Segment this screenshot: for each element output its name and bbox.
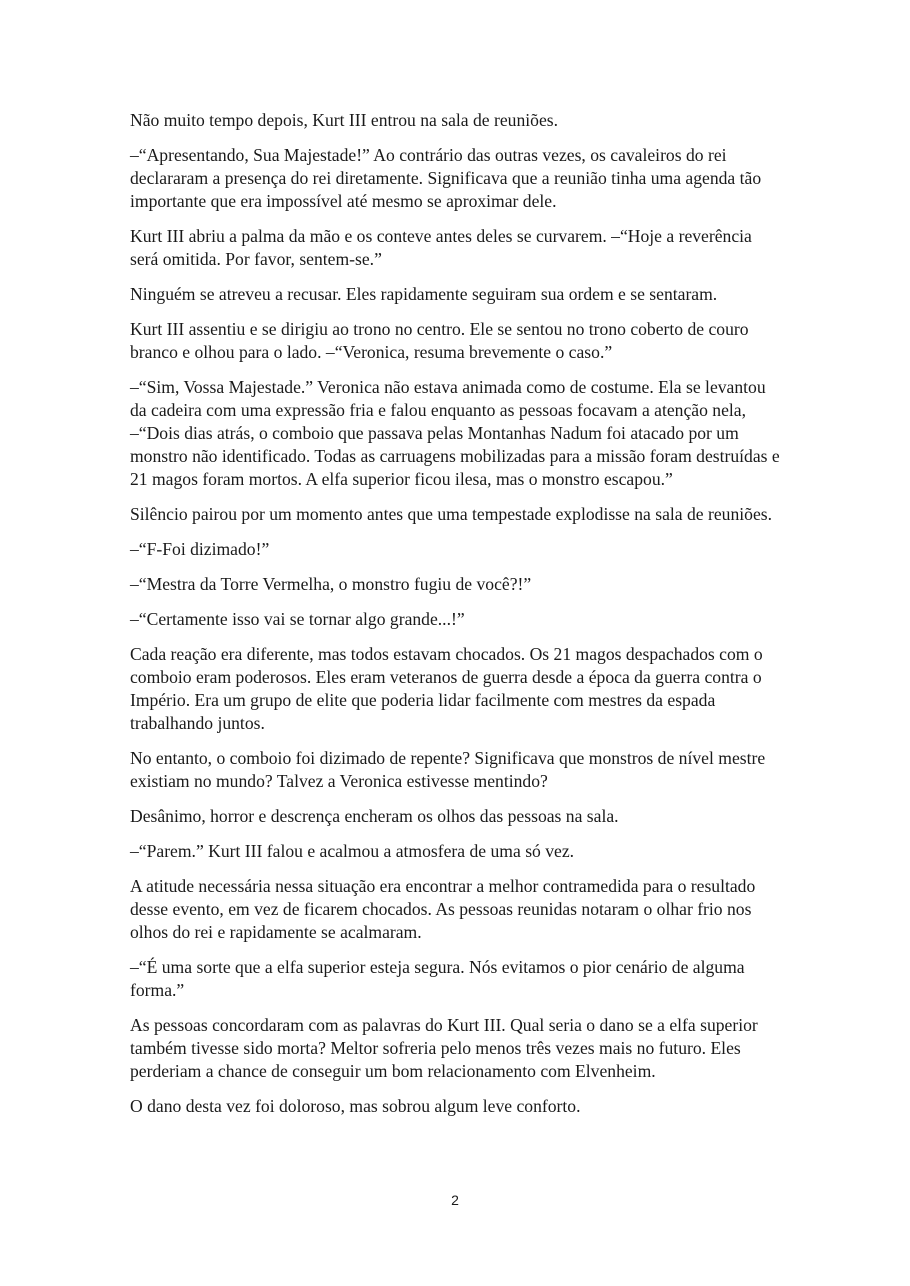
page-number: 2 xyxy=(451,1192,459,1208)
paragraph: –“Certamente isso vai se tornar algo grande...!” xyxy=(130,609,465,629)
body-text xyxy=(130,109,780,1130)
paragraph: Desânimo, horror e descrença encheram os olhos das pessoas na sala. xyxy=(130,806,619,826)
paragraph: Não muito tempo depois, Kurt III entrou na sala de reuniões. xyxy=(130,110,558,130)
paragraph: O dano desta vez foi doloroso, mas sobrou algum leve conforto. xyxy=(130,1096,581,1116)
paragraph: –“Apresentando, Sua Majestade!” Ao contrário das outras vezes, os cavaleiros do rei declararam a presença do rei diretamente. Significava que a reunião tinha uma agenda tão importante que era impossível até mesmo se aproximar dele. xyxy=(130,145,762,211)
paragraph: –“F-Foi dizimado!” xyxy=(130,539,270,559)
paragraph: Cada reação era diferente, mas todos estavam chocados. Os 21 magos despachados com o comboio eram poderosos. Eles eram veteranos de guerra desde a época da guerra contra o Império. Era um grupo de elite que poderia lidar facilmente com mestres da espada trabalhando juntos. xyxy=(130,644,763,733)
paragraph: –“Parem.” Kurt III falou e acalmou a atmosfera de uma só vez. xyxy=(130,841,575,861)
paragraph: Silêncio pairou por um momento antes que uma tempestade explodisse na sala de reuniões. xyxy=(130,504,773,524)
paragraph: No entanto, o comboio foi dizimado de repente? Significava que monstros de nível mestre existiam no mundo? Talvez a Veronica estivesse mentindo? xyxy=(130,748,766,791)
paragraph: –“É uma sorte que a elfa superior esteja segura. Nós evitamos o pior cenário de alguma forma.” xyxy=(130,957,745,1000)
paragraph: –“Sim, Vossa Majestade.” Veronica não estava animada como de costume. Ela se levantou da cadeira com uma expressão fria e falou enquanto as pessoas focavam a atenção nela, –“Dois dias atrás, o comboio que passava pelas Montanhas Nadum foi atacado por um monstro não identificado. Todas as carruagens mobilizadas para a missão foram destruídas e 21 magos foram mortos. A elfa superior ficou ilesa, mas o monstro escapou.” xyxy=(130,377,780,489)
paragraph: As pessoas concordaram com as palavras do Kurt III. Qual seria o dano se a elfa superior também tivesse sido morta? Meltor sofreria pelo menos três vezes mais no futuro. Eles perderiam a chance de conseguir um bom relacionamento com Elvenheim. xyxy=(130,1015,758,1081)
paragraph: Ninguém se atreveu a recusar. Eles rapidamente seguiram sua ordem e se sentaram. xyxy=(130,284,718,304)
paragraph: Kurt III assentiu e se dirigiu ao trono no centro. Ele se sentou no trono coberto de couro branco e olhou para o lado. –“Veronica, resuma brevemente o caso.” xyxy=(130,319,749,362)
paragraph: A atitude necessária nessa situação era encontrar a melhor contramedida para o resultado desse evento, em vez de ficarem chocados. As pessoas reunidas notaram o olhar frio nos olhos do rei e rapidamente se acalmaram. xyxy=(130,876,756,942)
paragraph: –“Mestra da Torre Vermelha, o monstro fugiu de você?!” xyxy=(130,574,532,594)
paragraph: Kurt III abriu a palma da mão e os conteve antes deles se curvarem. –“Hoje a reverência será omitida. Por favor, sentem-se.” xyxy=(130,226,752,269)
